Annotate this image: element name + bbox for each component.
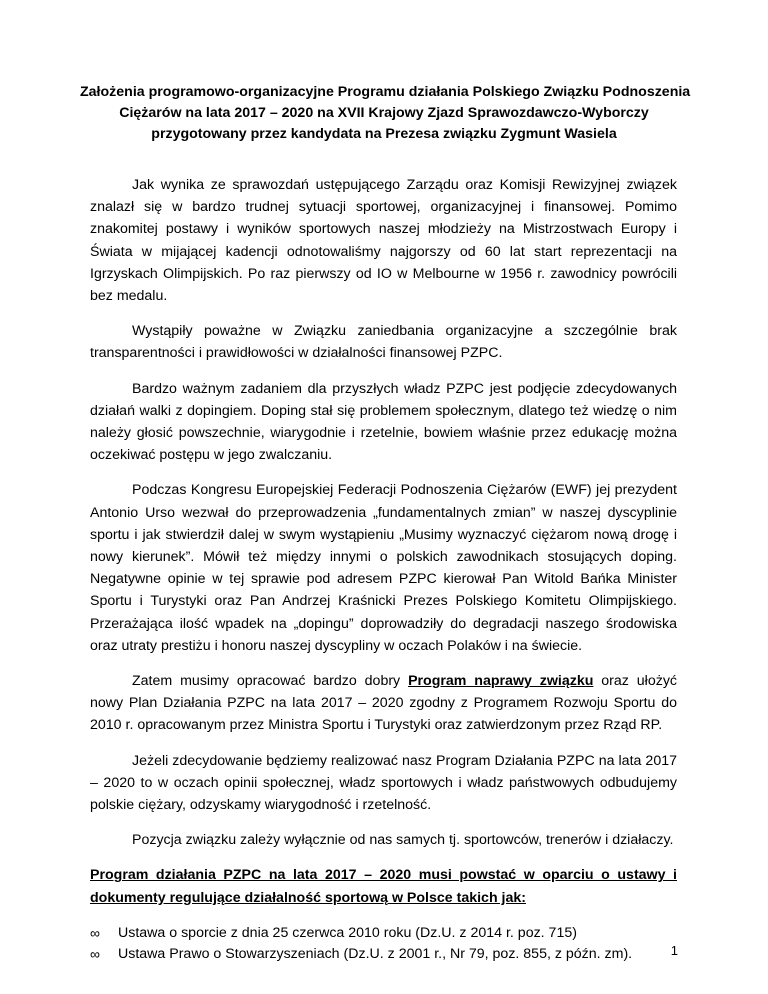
paragraph-2: Wystąpiły poważne w Związku zaniedbania organizacyjne a szczególnie brak transparentności i prawidłowości w działalności finansowej PZPC. — [90, 323, 677, 362]
paragraph-5-before: Zatem musimy opracować bardzo dobry — [132, 673, 409, 690]
paragraph-4: Podczas Kongresu Europejskiej Federacji Podnoszenia Ciężarów (EWF) jej prezydent Antonio Urso wezwał do przeprowadzenia „fundamentalnych zmian” w naszej dyscyplinie sportu i jak stwierdził dalej w swym wystąpieniu „Musimy wyznaczyć ciężarom nową drogę i nowy kierunek”. Mówił też między innymi o polskich zawodnikach stosujących doping. Negatywne opinie w tej sprawie pod adresem PZPC kierował Pan Witold Bańka Minister Sportu i Turystyki oraz Pan Andrzej Kraśnicki Prezes Polskiego Komitetu Olimpijskiego. Przerażająca ilość wpadek na „dopingu” doprowadziły do degradacji naszego środowiska oraz utraty prestiżu i honoru naszej dyscypliny w oczach Polaków i na świecie. — [90, 482, 677, 654]
paragraph-6: Jeżeli zdecydowanie będziemy realizować nasz Program Działania PZPC na lata 2017 – 2020 to w oczach opinii społecznej, władz sportowych i władz państwowych odbudujemy polskie ciężary, odzyskamy wiarygodność i rzetelność. — [90, 752, 677, 814]
paragraph-5 — [90, 670, 677, 737]
title-line-3: przygotowany przez kandydata na Prezesa związku Zygmunt Wasiela — [151, 126, 617, 142]
document-title — [80, 82, 691, 145]
title-line-1: Założenia programowo-organizacyjne Programu działania Polskiego Związku Podnoszenia — [80, 84, 691, 100]
paragraph-7: Pozycja związku zależy wyłącznie od nas samych tj. sportowców, trenerów i działaczy. — [132, 832, 674, 849]
section-heading: Program działania PZPC na lata 2017 – 2020 musi powstać w oparciu o ustawy i dokumenty regulujące działalność sportową w Polsce takich jak: — [90, 867, 677, 906]
document-body — [90, 174, 677, 966]
infinity-bullet-icon: ∞ — [90, 924, 100, 941]
infinity-bullet-icon: ∞ — [90, 946, 100, 963]
legal-acts-list — [90, 923, 677, 966]
program-naprawy-emphasis: Program naprawy związku — [408, 673, 594, 690]
list-item — [90, 923, 677, 945]
list-item-text: Ustawa Prawo o Stowarzyszeniach (Dz.U. z 2001 r., Nr 79, poz. 855, z późn. zm). — [118, 946, 633, 963]
list-item — [90, 944, 677, 966]
title-line-2: Ciężarów na lata 2017 – 2020 na XVII Krajowy Zjazd Sprawozdawczo-Wyborczy — [119, 105, 649, 121]
paragraph-5-after: oraz ułożyć nowy Plan Działania PZPC na lata 2017 – 2020 zgodny z Programem Rozwoju Sportu do 2010 r. opracowanym przez Ministra Sportu i Turystyki oraz zatwierdzonym przez Rząd RP. — [90, 673, 678, 734]
paragraph-1: Jak wynika ze sprawozdań ustępującego Zarządu oraz Komisji Rewizyjnej związek znalazł się w bardzo trudnej sytuacji sportowej, organizacyjnej i finansowej. Pomimo znakomitej postawy i wyników sportowych naszej młodzieży na Mistrzostwach Europy i Świata w mijającej kadencji odnotowaliśmy najgorszy od 60 lat start reprezentacji na Igrzyskach Olimpijskich. Po raz pierwszy od IO w Melbourne w 1956 r. zawodnicy powrócili bez medalu. — [90, 177, 677, 305]
page-number: 1 — [670, 943, 678, 958]
list-item-text: Ustawa o sporcie z dnia 25 czerwca 2010 roku (Dz.U. z 2014 r. poz. 715) — [118, 924, 577, 941]
paragraph-3: Bardzo ważnym zadaniem dla przyszłych władz PZPC jest podjęcie zdecydowanych działań walki z dopingiem. Doping stał się problemem społecznym, dlatego też wiedzę o nim należy głosić powszechnie, wiarygodnie i rzetelnie, bowiem właśnie przez edukację można oczekiwać postępu w jego zwalczaniu. — [90, 380, 677, 464]
